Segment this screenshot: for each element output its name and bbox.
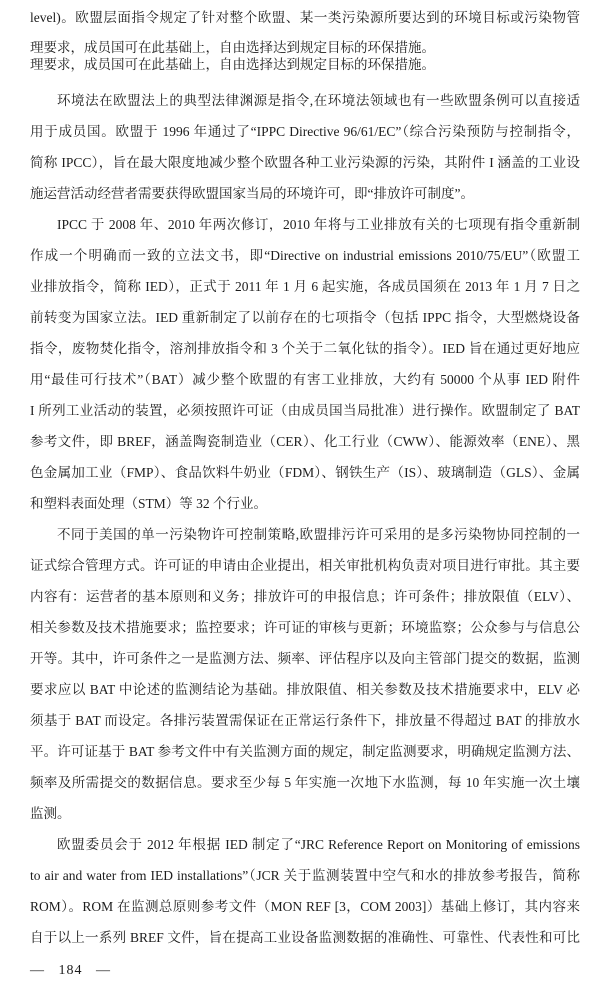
- paragraph-ied-revision: [30, 209, 580, 519]
- text-line: 简称 IPCC），旨在最大限度地减少整个欧盟各种工业污染源的污染，其附件 I 涵盖的工业设: [30, 155, 580, 170]
- text-line: 指令，废物焚化指令，溶剂排放指令和 3 个关于二氧化钛的指令）。IED 旨在通过更好地应: [30, 341, 580, 356]
- paragraph-permit-system: [30, 519, 580, 829]
- text-line: 和塑料表面处理（STM）等 32 个行业。: [30, 496, 268, 511]
- text-line: 监测。: [30, 806, 71, 821]
- text-line: IPCC 于 2008 年、2010 年两次修订，2010 年将与工业排放有关的七项现有指令重新制: [57, 217, 580, 232]
- paragraph-continuation: [30, 2, 580, 73]
- text-line: 业排放指令，简称 IED），正式于 2011 年 1 月 6 起实施，各成员国须在 2013 年 1 月 7 日之: [30, 279, 580, 294]
- text-line: 参考文件，即 BREF，涵盖陶瓷制造业（CER）、化工行业（CWW）、能源效率（ENE）、黑: [30, 434, 580, 449]
- text-line: 平。许可证基于 BAT 参考文件中有关监测方面的规定，制定监测要求，明确规定监测方法、: [30, 744, 580, 759]
- text-line: 环境法在欧盟法上的典型法律渊源是指令,在环境法领域也有一些欧盟条例可以直接适: [57, 93, 580, 108]
- text-line: to air and water from IED installations”（JCR 关于监测装置中空气和水的排放参考报告，简称: [30, 868, 580, 883]
- text-line: 证式综合管理方式。许可证的申请由企业提出，相关审批机构负责对项目进行审批。其主要: [30, 558, 580, 573]
- text-line: 理要求，成员国可在此基础上，自由选择达到规定目标的环保措施。: [30, 40, 435, 55]
- text-line: 作成一个明确而一致的立法文书，即“Directive on industrial emissions 2010/75/EU”（欧盟工: [30, 248, 580, 263]
- text-line: I 所列工业活动的装置，必须按照许可证（由成员国当局批准）进行操作。欧盟制定了 BAT: [30, 403, 580, 418]
- text-line: level)。欧盟层面指令规定了针对整个欧盟、某一类污染源所要达到的环境目标或污染物管: [30, 10, 580, 25]
- text-line: 自于以上一系列 BREF 文件，旨在提高工业设备监测数据的准确性、可靠性、代表性和可比: [30, 930, 580, 945]
- text-line: 内容有：运营者的基本原则和义务；排放许可的申报信息；许可条件；排放限值（ELV）、: [30, 589, 580, 604]
- text-line: 不同于美国的单一污染物许可控制策略,欧盟排污许可采用的是多污染物协同控制的一: [57, 527, 580, 542]
- text-line: 施运营活动经营者需要获得欧盟国家当局的环境许可，即“排放许可制度”。: [30, 186, 474, 201]
- page-number-footer: — 184 —: [30, 963, 111, 978]
- text-line: 用于成员国。欧盟于 1996 年通过了“IPPC Directive 96/61/EC”（综合污染预防与控制指令，: [30, 124, 580, 139]
- text-line: 相关参数及技术措施要求；监控要求；许可证的审核与更新；环境监察；公众参与与信息公: [30, 620, 580, 635]
- paragraph-rom-report: [30, 829, 580, 953]
- text-line: 理要求，成员国可在此基础上，自由选择达到规定目标的环保措施。: [30, 57, 435, 72]
- text-line: 前转变为国家立法。IED 重新制定了以前存在的七项指令（包括 IPPC 指令，大型燃烧设备: [30, 310, 580, 325]
- text-line: 用“最佳可行技术”（BAT）减少整个欧盟的有害工业排放，大约有 50000 个从事 IED 附件: [30, 372, 580, 387]
- text-line: 要求应以 BAT 中论述的监测结论为基础。排放限值、相关参数及技术措施要求中，ELV 必: [30, 682, 580, 697]
- paragraph-eu-directive-sources: [30, 85, 580, 209]
- text-line: 频率及所需提交的数据信息。要求至少每 5 年实施一次地下水监测，每 10 年实施一次土壤: [30, 775, 580, 790]
- text-line: 色金属加工业（FMP）、食品饮料牛奶业（FDM）、钢铁生产（IS）、玻璃制造（GLS）、金属: [30, 465, 580, 480]
- duplicated-line-group: [30, 39, 580, 73]
- text-line: ROM）。ROM 在监测总原则参考文件（MON REF [3，COM 2003]）基础上修订，其内容来: [30, 899, 580, 914]
- text-line: 须基于 BAT 而设定。各排污装置需保证在正常运行条件下，排放量不得超过 BAT 的排放水: [30, 713, 580, 728]
- text-line: 欧盟委员会于 2012 年根据 IED 制定了“JRC Reference Report on Monitoring of emissions: [57, 837, 580, 852]
- text-line: 开等。其中，许可条件之一是监测方法、频率、评估程序以及向主管部门提交的数据，监测: [30, 651, 580, 666]
